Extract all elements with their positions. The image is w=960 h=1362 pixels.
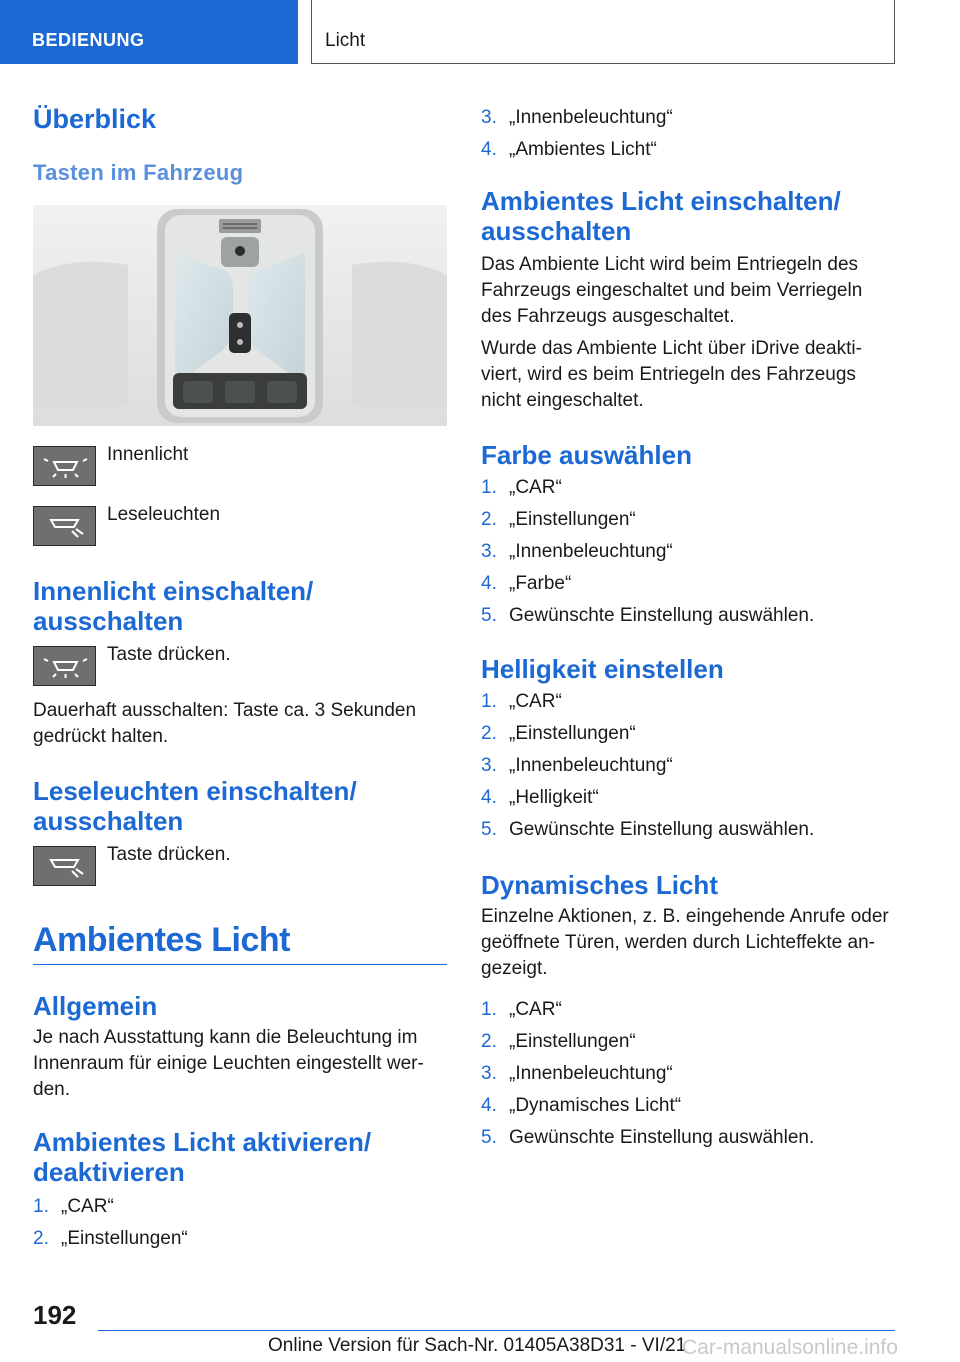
leseleuchten-text: Taste drücken. (107, 844, 231, 865)
innenlicht-legend (33, 446, 447, 486)
section-label: BEDIENUNG (32, 30, 145, 50)
roof-console-photo (33, 205, 447, 426)
list-item: 4. „Ambientes Licht“ (481, 139, 657, 160)
list-item: 4. „Helligkeit“ (481, 787, 599, 808)
list-item: 5. Gewünschte Einstellung auswählen. (481, 819, 815, 840)
footer-rule (98, 1330, 895, 1331)
color-steps (481, 472, 895, 632)
list-item: 1. „CAR“ (481, 477, 562, 498)
leseleuchten-label: Leseleuchten (107, 504, 221, 525)
leseleuchten-title: Leseleuchten einschalten/ ausschalten (33, 776, 357, 836)
list-item: 1. „CAR“ (481, 999, 562, 1020)
innenlicht-title: Innenlicht einschalten/ ausschalten (33, 576, 314, 636)
switch-text-1: Das Ambiente Licht wird beim Entriegeln des Fahrzeugs eingeschaltet und beim Verriegeln des Fahrzeugs ausgeschaltet. (481, 254, 863, 327)
reading-light-icon (33, 846, 96, 886)
activate-steps-continued (481, 102, 895, 166)
list-item: 3. „Innenbeleuchtung“ (481, 107, 673, 128)
list-item: 2. „Einstellungen“ (33, 1228, 188, 1249)
switch-title: Ambientes Licht einschalten/ ausschalten (481, 186, 841, 246)
innenlicht-text: Taste drücken. (107, 644, 231, 665)
dynamic-title: Dynamisches Licht (481, 870, 718, 900)
list-item: 3. „Innenbeleuchtung“ (481, 755, 673, 776)
left-column (33, 100, 447, 1255)
section-tab (0, 0, 298, 64)
list-item: 2. „Einstellungen“ (481, 723, 636, 744)
list-item: 3. „Innenbeleuchtung“ (481, 541, 673, 562)
activate-title: Ambientes Licht aktivieren/ deaktivieren (33, 1127, 372, 1187)
list-item: 5. Gewünschte Einstellung auswählen. (481, 1127, 815, 1148)
activate-steps (33, 1191, 447, 1255)
list-item: 1. „CAR“ (33, 1196, 114, 1217)
dynamic-text: Einzelne Aktionen, z. B. eingehende Anrufe oder geöffnete Türen, werden durch Lichteffekte an- gezeigt. (481, 906, 889, 979)
leseleuchten-instruction (33, 846, 447, 886)
interior-light-icon (33, 646, 96, 686)
innenlicht-label: Innenlicht (107, 444, 189, 465)
interior-light-icon (33, 446, 96, 486)
list-item: 2. „Einstellungen“ (481, 509, 636, 530)
dynamic-steps (481, 994, 895, 1154)
overview-title: Überblick (33, 104, 157, 134)
list-item: 5. Gewünschte Einstellung auswählen. (481, 605, 815, 626)
list-item: 4. „Dynamisches Licht“ (481, 1095, 682, 1116)
list-item: 3. „Innenbeleuchtung“ (481, 1063, 673, 1084)
ambient-title: Ambientes Licht (33, 921, 290, 959)
brightness-title: Helligkeit einstellen (481, 654, 724, 684)
chapter-label: Licht (325, 30, 366, 51)
right-column (481, 102, 895, 1154)
color-title: Farbe auswählen (481, 440, 692, 470)
innenlicht-instruction (33, 646, 447, 686)
brightness-steps (481, 686, 895, 846)
leseleuchten-legend (33, 506, 447, 546)
roof-console-illustration (33, 205, 447, 426)
ambient-heading-block (33, 920, 447, 965)
online-version-text: Online Version für Sach-Nr. 01405A38D31 - VI/21 (268, 1335, 687, 1356)
general-text: Je nach Ausstattung kann die Beleuchtung im Innenraum für einige Leuchten eingestellt wer- den. (33, 1027, 424, 1100)
list-item: 2. „Einstellungen“ (481, 1031, 636, 1052)
watermark: Car-manualsonline.info (682, 1336, 898, 1359)
page-number: 192 (33, 1300, 77, 1330)
list-item: 1. „CAR“ (481, 691, 562, 712)
general-title: Allgemein (33, 991, 158, 1021)
buttons-subtitle: Tasten im Fahrzeug (33, 160, 244, 185)
chapter-tab (311, 0, 895, 64)
switch-text-2: Wurde das Ambiente Licht über iDrive deakti- viert, wird es beim Entriegeln des Fahrzeugs nicht eingeschaltet. (481, 338, 862, 411)
reading-light-icon (33, 506, 96, 546)
list-item: 4. „Farbe“ (481, 573, 572, 594)
innenlicht-permanent: Dauerhaft ausschalten: Taste ca. 3 Sekunden gedrückt halten. (33, 700, 417, 747)
